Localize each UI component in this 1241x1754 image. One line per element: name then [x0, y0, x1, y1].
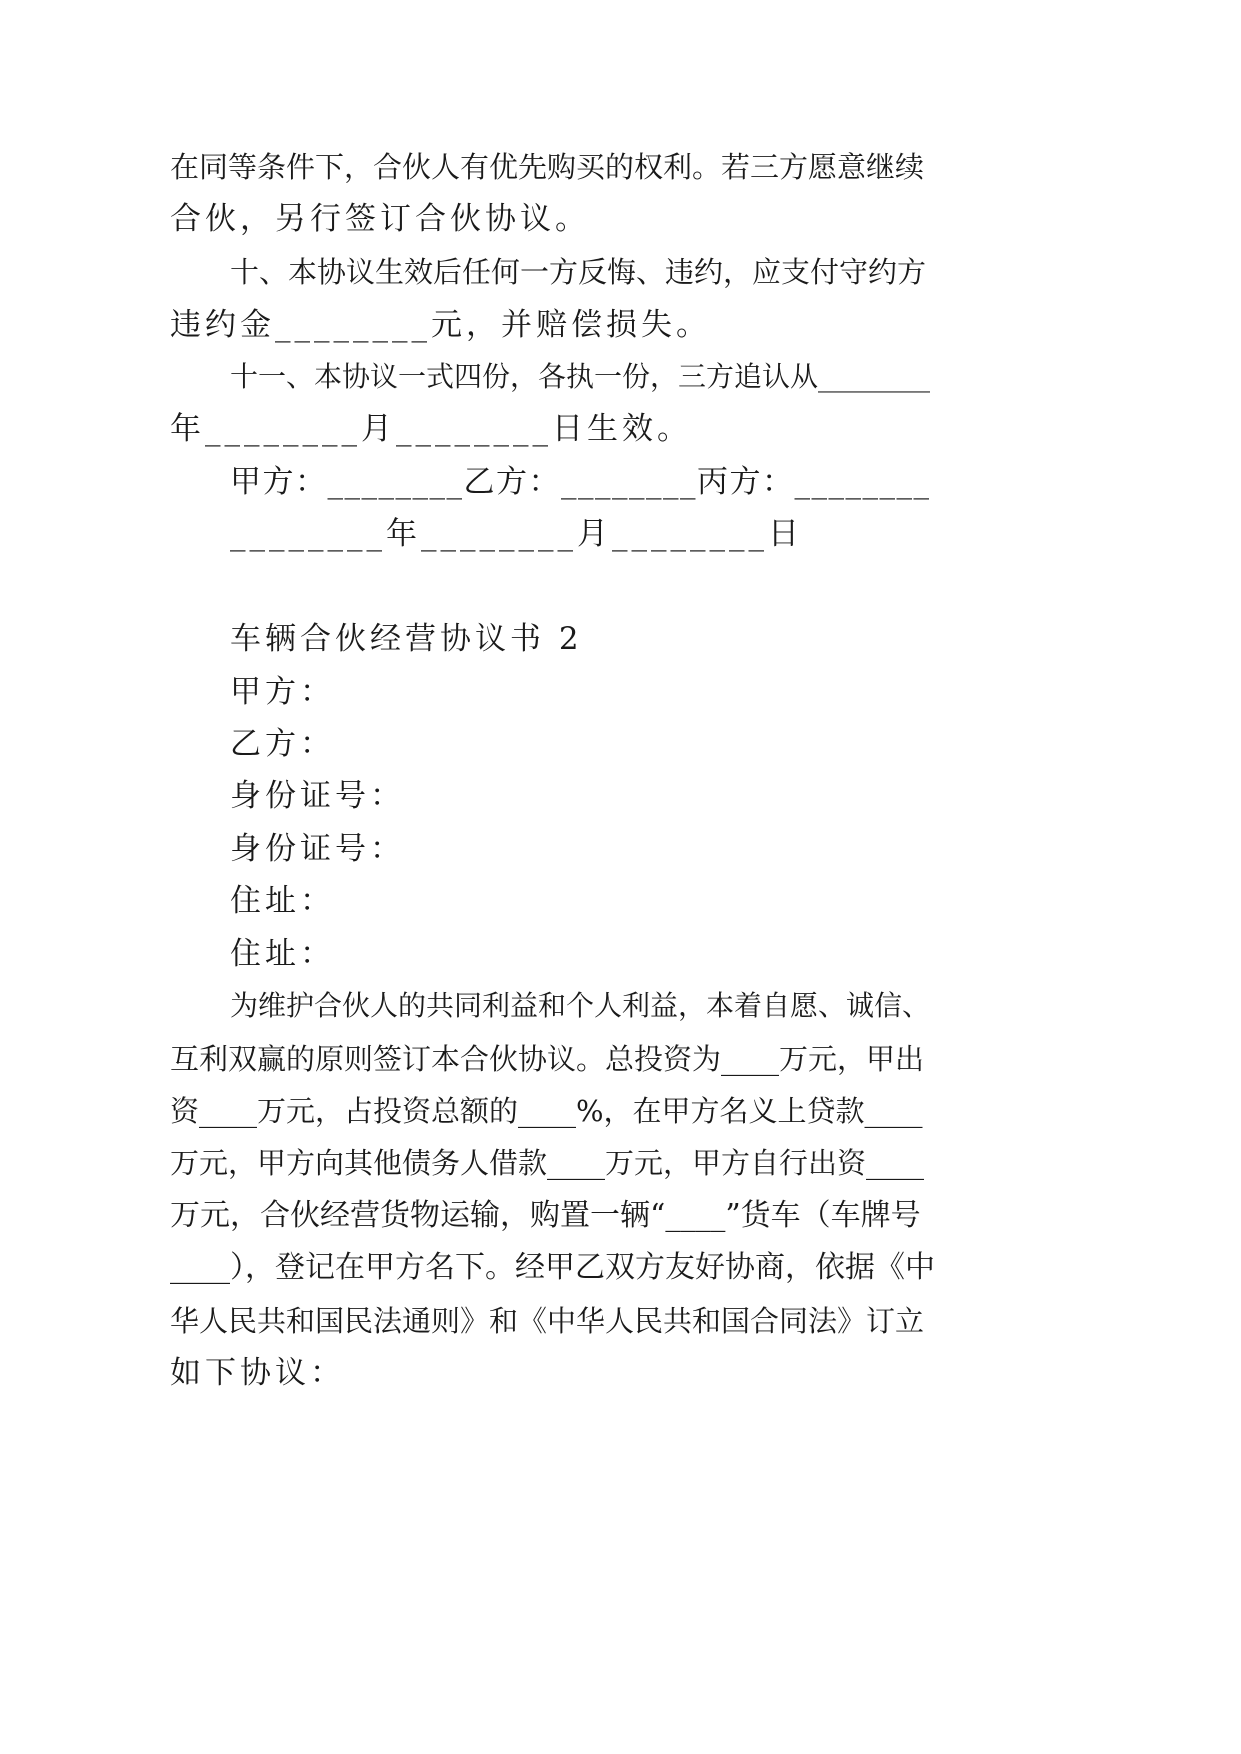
- signature-parties-line: 甲方：________乙方：________丙方：________: [230, 464, 931, 500]
- field-party-b: 乙方：: [230, 726, 335, 762]
- field-id-number: 身份证号：: [230, 831, 405, 867]
- document-title: 车辆合伙经营协议书 2: [230, 621, 583, 657]
- paragraph-line: 年________月________日生效。: [170, 411, 692, 447]
- body-line: 万元，甲方向其他债务人借款____万元，甲方自行出资____: [170, 1146, 925, 1180]
- body-line: 互利双赢的原则签订本合伙协议。总投资为____万元，甲出: [170, 1042, 925, 1076]
- body-line: 资____万元，占投资总额的____%，在甲方名义上贷款____: [170, 1094, 923, 1128]
- clause-ten-line: 十、本协议生效后任何一方反悔、违约，应支付守约方: [230, 255, 927, 289]
- field-party-a: 甲方：: [230, 674, 335, 710]
- field-id-number: 身份证号：: [230, 778, 405, 814]
- paragraph-line: 在同等条件下，合伙人有优先购买的权利。若三方愿意继续: [170, 150, 925, 184]
- signature-date-line: ________年________月________日: [230, 516, 803, 552]
- body-line: 如下协议：: [170, 1355, 345, 1391]
- clause-eleven-line: 十一、本协议一式四份，各执一份，三方追认从________: [230, 360, 931, 393]
- field-address: 住址：: [230, 936, 335, 972]
- body-line: 华人民共和国民法通则》和《中华人民共和国合同法》订立: [170, 1304, 925, 1338]
- body-line: 万元，合伙经营货物运输，购置一辆“____”货车（车牌号: [170, 1198, 921, 1233]
- body-line: 为维护合伙人的共同利益和个人利益，本着自愿、诚信、: [230, 989, 931, 1022]
- field-address: 住址：: [230, 883, 335, 919]
- paragraph-line: 合伙，另行签订合伙协议。: [170, 201, 590, 237]
- body-line: ____），登记在甲方名下。经甲乙双方友好协商，依据《中: [170, 1250, 935, 1285]
- paragraph-line: 违约金________元，并赔偿损失。: [170, 307, 711, 343]
